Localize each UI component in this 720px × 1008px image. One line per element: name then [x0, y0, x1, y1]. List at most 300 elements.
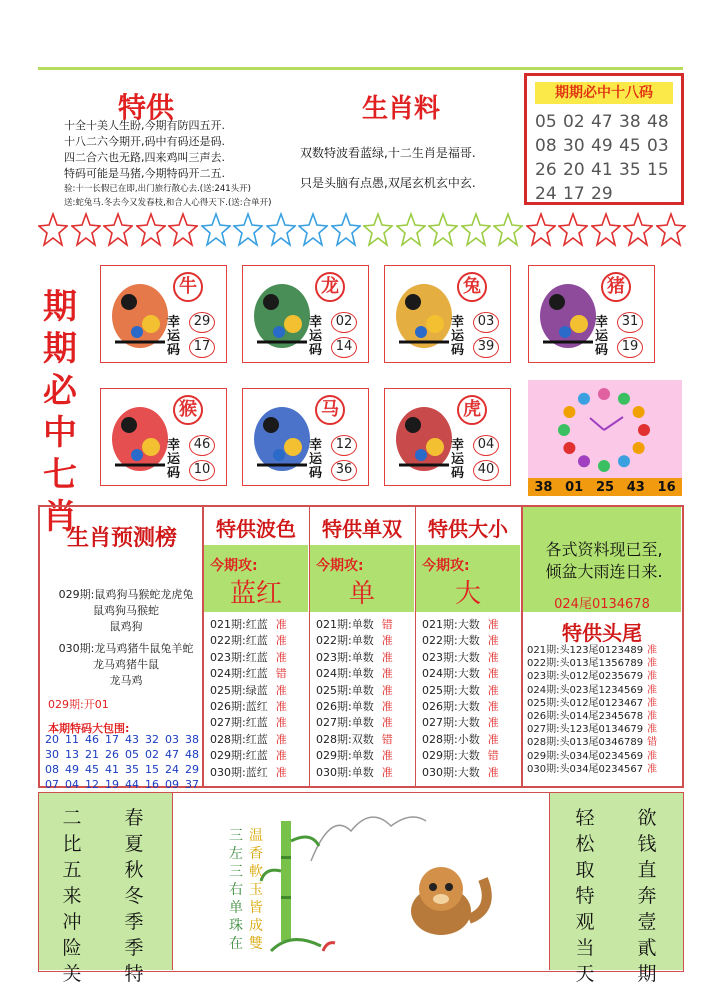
daxiao-row-status: 准: [487, 683, 499, 697]
package-number: 21: [85, 748, 99, 761]
danshuang-row-period: 029期:: [316, 749, 352, 763]
tail-row-period: 025期:: [527, 697, 560, 709]
eighteen-number: 20: [563, 160, 585, 180]
danshuang-rows: [316, 617, 414, 781]
daxiao-row-period: 021期:: [422, 618, 458, 631]
danshuang-row-value: 单数: [351, 716, 374, 730]
bose-row-value: 红蓝: [245, 716, 268, 730]
eighteen-number: 24: [535, 184, 557, 204]
zodiac-card-horse: [242, 388, 369, 486]
daxiao-row: [422, 666, 520, 682]
poem-line: 十八二六今期开,码中有码还是码.: [64, 135, 225, 148]
daxiao-row-period: 027期:: [422, 716, 458, 730]
bose-row-period: 022期:: [210, 634, 246, 648]
package-number: 11: [65, 733, 79, 746]
side-title-char: 必: [43, 371, 77, 411]
lucky-label: 幸运码: [451, 438, 465, 481]
poem-line: 特码可能是马猪,今期特码开二五.: [64, 167, 225, 180]
daxiao-row: [422, 650, 520, 666]
package-number: 26: [105, 748, 119, 761]
package-number: 12: [85, 778, 99, 791]
daxiao-row-status: 准: [487, 700, 499, 714]
tail-code: 024尾0134678: [554, 597, 650, 612]
package-number: 46: [85, 733, 99, 746]
eighteen-number: 26: [535, 160, 557, 180]
daxiao-row-value: 大数: [457, 634, 480, 648]
bose-row: [210, 650, 308, 666]
lucky-number: 14: [331, 337, 357, 358]
right-poem-panel: [549, 793, 683, 985]
danshuang-row-status: 准: [381, 765, 393, 779]
star-icon: [71, 212, 101, 248]
bose-rows: [210, 617, 308, 781]
prediction-line: 龙马鸡猪牛鼠: [93, 658, 159, 671]
poem-note: 验:十一长假已在即,出门旅行散心去.(送:241头开): [64, 184, 251, 194]
daxiao-row-value: 小数: [457, 732, 480, 746]
vertical-char: 季: [124, 937, 144, 959]
zodiac-char: 龙: [315, 272, 345, 302]
tegong-title: 特供: [118, 91, 175, 124]
danshuang-title: 特供单双: [322, 517, 402, 541]
daxiao-title: 特供大小: [428, 517, 508, 541]
tail-row: [527, 644, 681, 657]
bose-row: [210, 715, 308, 731]
vertical-char: 二: [62, 807, 82, 829]
bose-row-value: 红蓝: [245, 667, 268, 681]
tail-row-value: 头012尾0123467: [559, 697, 644, 709]
prediction-column: [39, 506, 203, 791]
daxiao-row-value: 大数: [457, 716, 480, 730]
vertical-char: 皆: [249, 900, 263, 916]
vertical-char: 温: [249, 828, 263, 844]
tail-row: [527, 684, 681, 697]
daxiao-row: [422, 617, 520, 633]
package-number: 07: [45, 778, 59, 791]
tail-row-value: 头013尾1356789: [559, 658, 644, 670]
vertical-char: 五: [62, 859, 82, 881]
lucky-number: 40: [473, 460, 499, 481]
lucky-number: 03: [473, 312, 499, 333]
bose-row-value: 红蓝: [245, 650, 268, 664]
bose-row: [210, 748, 308, 764]
danshuang-row-period: 026期:: [316, 700, 352, 714]
star-icon: [656, 212, 686, 248]
tail-row-period: 021期:: [527, 645, 560, 656]
left-col-1: [61, 805, 83, 987]
zodiac-card-rabbit: [384, 265, 511, 363]
zodiac-char: 牛: [173, 272, 203, 302]
daxiao-row-status: 准: [487, 667, 499, 681]
zodiac-card-pig: [528, 265, 655, 363]
bose-row-status: 准: [275, 683, 287, 697]
bose-row-status: 准: [275, 634, 287, 648]
package-number: 19: [105, 778, 119, 791]
vertical-char: 雙: [249, 936, 263, 952]
vertical-char: 险: [62, 937, 82, 959]
daxiao-attack-value: 大: [454, 579, 481, 609]
shengxiao-title: 生肖料: [362, 94, 441, 124]
daxiao-row-status: 准: [487, 765, 499, 779]
tail-msg: 倾盆大雨连日来.: [545, 562, 663, 581]
tail-row-status: 准: [647, 711, 658, 723]
tail-row: [527, 670, 681, 683]
star-icon: [428, 212, 458, 248]
danshuang-row-value: 单数: [351, 634, 374, 648]
danshuang-row-period: 028期:: [316, 732, 352, 746]
package-number: 37: [185, 778, 199, 791]
lucky-number: 02: [331, 312, 357, 333]
danshuang-row-value: 单数: [351, 650, 374, 664]
danshuang-row-period: 021期:: [316, 618, 352, 631]
daxiao-row-period: 024期:: [422, 667, 458, 681]
danshuang-row-status: 准: [381, 650, 393, 664]
bose-row: [210, 683, 308, 699]
bose-row: [210, 732, 308, 748]
eighteen-number: 05: [535, 112, 557, 132]
vertical-char: 玉: [249, 882, 263, 898]
package-number: 13: [65, 748, 79, 761]
daxiao-row-value: 大数: [457, 618, 480, 631]
package-number: 49: [65, 763, 79, 776]
lucky-number: 29: [189, 312, 215, 333]
danshuang-row-period: 024期:: [316, 667, 352, 681]
sx-line: 只是头脑有点愚,双尾玄机玄中玄.: [300, 176, 476, 190]
lucky-label: 幸运码: [167, 438, 181, 481]
bose-row-value: 红蓝: [245, 634, 268, 648]
zodiac-char: 猴: [173, 395, 203, 425]
scene-text-col-2: [247, 827, 265, 953]
bose-row: [210, 666, 308, 682]
horse-papercut-icon: [249, 395, 315, 479]
tail-row-value: 头013尾0346789: [559, 737, 644, 749]
tail-row-period: 028期:: [527, 737, 560, 749]
lucky-number: 10: [189, 460, 215, 481]
star-icon: [136, 212, 166, 248]
vertical-char: 钱: [637, 833, 657, 855]
scene-image: [211, 801, 505, 961]
package-title: 本期特码大包围:: [48, 722, 130, 735]
tail-row-value: 头014尾2345678: [559, 711, 644, 723]
tail-row-value: 头023尾1234569: [559, 684, 644, 696]
zodiac-char: 兔: [457, 272, 487, 302]
package-number: 08: [45, 763, 59, 776]
vertical-char: 特: [575, 885, 595, 907]
prediction-line: 鼠鸡狗马猴蛇: [93, 604, 159, 617]
package-number: 48: [185, 748, 199, 761]
bose-row-status: 错: [275, 667, 287, 681]
danshuang-row-status: 错: [381, 732, 393, 746]
star-icon: [591, 212, 621, 248]
clock-number: 16: [657, 479, 676, 495]
sx-line: 双数特波看蓝绿,十二生肖是福哥.: [300, 146, 476, 160]
danshuang-row: [316, 732, 414, 748]
zodiac-card-monkey: [100, 388, 227, 486]
prediction-line: 鼠鸡狗: [109, 620, 143, 633]
prediction-line: 龙马鸡: [109, 674, 143, 687]
tail-row-period: 022期:: [527, 658, 560, 670]
bose-row-status: 准: [275, 716, 287, 730]
bose-row-value: 蓝红: [245, 765, 268, 779]
vertical-char: 奔: [637, 885, 657, 907]
poem-block: [64, 118, 294, 210]
star-icon: [558, 212, 588, 248]
package-number: 35: [125, 763, 139, 776]
lucky-number: 39: [473, 337, 499, 358]
zodiac-char: 虎: [457, 395, 487, 425]
daxiao-row-value: 大数: [457, 765, 480, 779]
poem-line: 十全十美人生盼,今期有防四五开.: [64, 119, 225, 132]
daxiao-row-period: 030期:: [422, 765, 458, 779]
vertical-char: 特: [124, 963, 144, 985]
tail-row-status: 准: [647, 697, 658, 709]
vertical-char: 单: [229, 900, 243, 916]
left-col-2: [123, 805, 145, 987]
danshuang-row-value: 单数: [351, 683, 374, 697]
bose-row-value: 红蓝: [245, 618, 268, 631]
daxiao-row-period: 023期:: [422, 650, 458, 664]
daxiao-row-period: 028期:: [422, 732, 458, 746]
eighteen-number: 08: [535, 136, 557, 156]
side-title: [40, 286, 80, 538]
vertical-char: 秋: [124, 859, 144, 881]
package-number: 45: [85, 763, 99, 776]
danshuang-row-status: 准: [381, 716, 393, 730]
danshuang-row-status: 准: [381, 700, 393, 714]
bose-attack-value: 蓝红: [229, 579, 282, 609]
tail-row-value: 头123尾0123489: [559, 645, 644, 656]
eighteen-number: 02: [563, 112, 585, 132]
tail-row-value: 头034尾0234567: [559, 763, 644, 775]
package-number: 47: [165, 748, 179, 761]
eighteen-number: 47: [591, 112, 613, 132]
zodiac-card-tiger: [384, 388, 511, 486]
star-icon: [168, 212, 198, 248]
bose-row-status: 准: [275, 732, 287, 746]
poem-line: 四二合六也无路,四来鸡叫三声去.: [64, 151, 225, 164]
eighteen-number: 03: [647, 136, 669, 156]
danshuang-row-period: 023期:: [316, 650, 352, 664]
clock-number: 43: [626, 479, 645, 495]
vertical-char: 当: [575, 937, 595, 959]
daxiao-row: [422, 715, 520, 731]
daxiao-row-value: 大数: [457, 749, 480, 763]
vertical-char: 壹: [637, 911, 657, 933]
tail-row-value: 头123尾0134679: [559, 724, 644, 736]
vertical-char: 春: [124, 807, 144, 829]
side-title-char: 肖: [43, 497, 77, 537]
package-number: 05: [125, 748, 139, 761]
tail-msg: 各式资料现已至,: [545, 540, 663, 559]
eighteen-number: 17: [563, 184, 585, 204]
eighteen-grid: [535, 112, 677, 208]
eighteen-number: 48: [647, 112, 669, 132]
bottom-panel: [38, 792, 684, 985]
prediction-line: 030期:龙马鸡猪牛鼠兔羊蛇: [58, 642, 194, 655]
package-number: 15: [145, 763, 159, 776]
bose-row-status: 准: [275, 650, 287, 664]
bose-attack-label: 今期攻:: [210, 558, 258, 574]
bose-row-period: 028期:: [210, 732, 246, 746]
tail-title: 特供头尾: [562, 621, 642, 645]
tail-row-status: 准: [647, 724, 658, 736]
vertical-char: 在: [229, 936, 243, 952]
zodiac-char: 猪: [601, 272, 631, 302]
danshuang-row-period: 022期:: [316, 634, 352, 648]
danshuang-row: [316, 617, 414, 633]
daxiao-row-period: 029期:: [422, 749, 458, 763]
vertical-char: 香: [249, 846, 263, 862]
tail-row-period: 026期:: [527, 711, 560, 723]
tail-message: [529, 539, 679, 583]
eighteen-title: 期期必中十八码: [535, 82, 673, 104]
danshuang-row: [316, 666, 414, 682]
tail-column: [522, 506, 683, 787]
star-icon: [623, 212, 653, 248]
package-number: 09: [165, 778, 179, 791]
package-number: 29: [185, 763, 199, 776]
tail-row: [527, 763, 681, 776]
vertical-char: 比: [62, 833, 82, 855]
danshuang-row: [316, 683, 414, 699]
bose-row: [210, 617, 308, 633]
star-icon: [493, 212, 523, 248]
package-number: 30: [45, 748, 59, 761]
danshuang-row-value: 单数: [351, 765, 374, 779]
lucky-number: 46: [189, 435, 215, 456]
tail-row-status: 准: [647, 671, 658, 683]
vertical-char: 軟: [249, 864, 263, 880]
eighteen-number: 30: [563, 136, 585, 156]
side-title-char: 七: [43, 455, 77, 495]
vertical-char: 珠: [229, 918, 243, 934]
bose-row: [210, 765, 308, 781]
package-number: 41: [105, 763, 119, 776]
danshuang-row-value: 单数: [351, 618, 374, 631]
star-icon: [461, 212, 491, 248]
star-icon: [526, 212, 556, 248]
side-title-char: 期: [43, 287, 77, 327]
daxiao-row: [422, 633, 520, 649]
danshuang-row-period: 027期:: [316, 716, 352, 730]
tail-row-value: 头012尾0235679: [559, 671, 644, 683]
tail-row-status: 准: [647, 750, 658, 762]
lucky-number: 12: [331, 435, 357, 456]
vertical-char: 三: [229, 864, 243, 880]
daxiao-row-period: 025期:: [422, 683, 458, 697]
danshuang-column: [309, 506, 416, 787]
star-icon: [266, 212, 296, 248]
danshuang-row-status: 准: [381, 634, 393, 648]
tail-row: [527, 736, 681, 749]
danshuang-row-status: 准: [381, 667, 393, 681]
bose-row-status: 准: [275, 618, 287, 631]
bose-row-value: 蓝红: [245, 700, 268, 714]
tail-row-period: 027期:: [527, 724, 560, 736]
danshuang-row-status: 准: [381, 749, 393, 763]
bose-row-status: 准: [275, 749, 287, 763]
lucky-label: 幸运码: [167, 315, 181, 358]
danshuang-row: [316, 715, 414, 731]
bose-row-period: 026期:: [210, 700, 246, 714]
side-title-char: 中: [43, 413, 77, 453]
side-title-char: 期: [43, 329, 77, 369]
bose-row-value: 绿蓝: [245, 683, 268, 697]
vertical-char: 左: [229, 846, 243, 862]
daxiao-row-status: 准: [487, 732, 499, 746]
eighteen-numbers-box: [524, 73, 684, 205]
package-number: 24: [165, 763, 179, 776]
bose-row: [210, 633, 308, 649]
tail-row: [527, 750, 681, 763]
package-number: 02: [145, 748, 159, 761]
prediction-result: 029期:开01: [48, 698, 109, 711]
rabbit-papercut-icon: [391, 272, 457, 356]
tail-rows: [527, 644, 681, 776]
danshuang-row: [316, 633, 414, 649]
danshuang-row: [316, 699, 414, 715]
right-col-1: [574, 805, 596, 987]
package-number: 44: [125, 778, 139, 791]
vertical-char: 右: [229, 882, 243, 898]
eighteen-number: 38: [619, 112, 641, 132]
tail-row-status: 准: [647, 645, 658, 656]
lucky-number: 17: [189, 337, 215, 358]
star-icon: [298, 212, 328, 248]
prediction-title: 生肖预测榜: [66, 526, 177, 551]
lucky-number: 36: [331, 460, 357, 481]
vertical-char: 冲: [62, 911, 82, 933]
pig-papercut-icon: [535, 272, 601, 356]
danshuang-row-status: 准: [381, 683, 393, 697]
lucky-label: 幸运码: [595, 315, 609, 358]
tail-row-value: 头034尾0234569: [559, 750, 644, 762]
danshuang-row-value: 单数: [351, 667, 374, 681]
clock-number-strip: [528, 478, 682, 496]
tail-row: [527, 710, 681, 723]
tail-row-status: 错: [647, 737, 658, 749]
daxiao-row-status: 准: [487, 634, 499, 648]
package-number: 43: [125, 733, 139, 746]
lucky-label: 幸运码: [309, 438, 323, 481]
tail-row-period: 024期:: [527, 684, 560, 696]
danshuang-row: [316, 765, 414, 781]
vertical-char: 三: [229, 828, 243, 844]
tail-row-status: 准: [647, 658, 658, 670]
bose-row-status: 准: [275, 700, 287, 714]
daxiao-row-status: 准: [487, 618, 499, 631]
tail-row-status: 准: [647, 684, 658, 696]
daxiao-row-period: 026期:: [422, 700, 458, 714]
daxiao-row: [422, 748, 520, 764]
eighteen-number: 35: [619, 160, 641, 180]
danshuang-row-status: 错: [381, 618, 393, 631]
prediction-line: 029期:鼠鸡狗马猴蛇龙虎兔: [58, 588, 194, 601]
daxiao-attack-label: 今期攻:: [422, 558, 470, 574]
bose-row-period: 029期:: [210, 749, 246, 763]
daxiao-row: [422, 732, 520, 748]
vertical-char: 季: [124, 911, 144, 933]
danshuang-attack-value: 单: [348, 579, 375, 609]
tail-row-period: 030期:: [527, 763, 560, 775]
star-icon: [38, 212, 68, 248]
shengxiao-lines: [300, 138, 515, 198]
zodiac-char: 马: [315, 395, 345, 425]
eighteen-number: 45: [619, 136, 641, 156]
daxiao-row: [422, 699, 520, 715]
bose-title: 特供波色: [216, 517, 296, 541]
danshuang-row-value: 单数: [351, 749, 374, 763]
prediction-list: [48, 587, 204, 737]
